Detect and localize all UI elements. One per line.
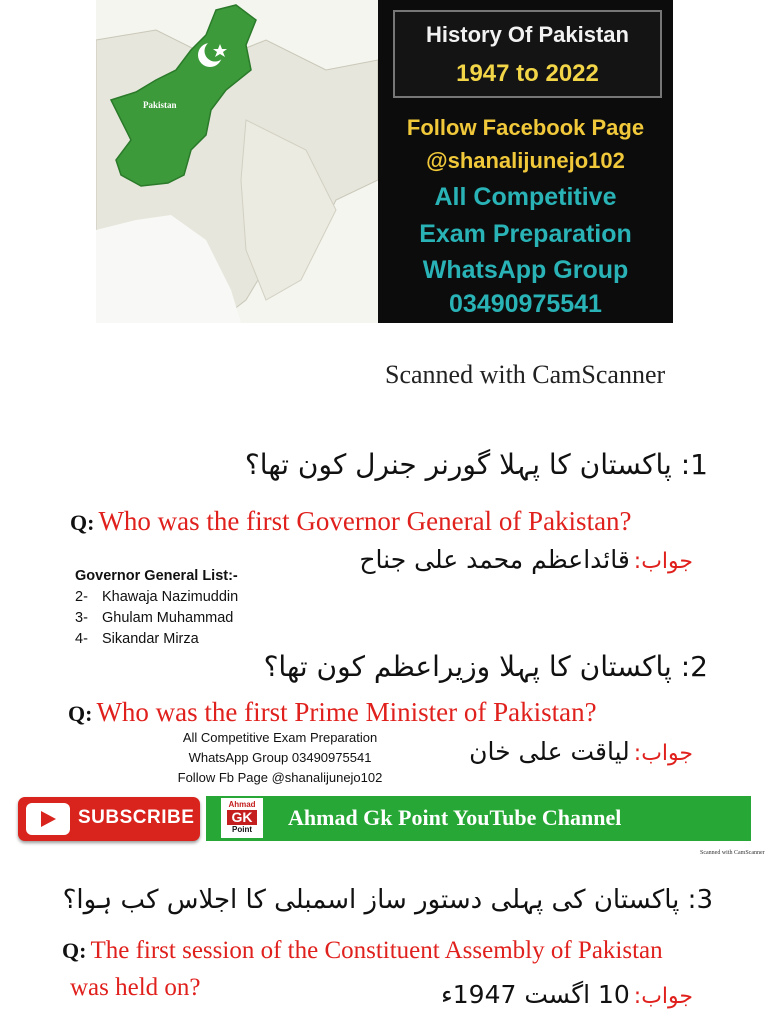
banner-line: Follow Facebook Page [406, 115, 645, 140]
banner-line: WhatsApp Group [422, 256, 629, 284]
banner-title-box [393, 10, 662, 98]
promo-line: All Competitive Exam Preparation [182, 730, 378, 745]
map-image [96, 0, 378, 323]
answer-label: جواب: [633, 549, 693, 574]
banner-line: All Competitive [434, 183, 617, 211]
question-2-english: Who was the first Prime Minister of Pakistan? [96, 697, 597, 727]
governor-general-list [75, 568, 238, 650]
question-1-english: Who was the first Governor General of Pakistan? [98, 506, 632, 536]
channel-label: Ahmad Gk Point YouTube Channel [288, 805, 622, 830]
answer-1-text: قائداعظم محمد علی جناح [359, 545, 630, 574]
promo-text [160, 728, 400, 788]
question-prefix: Q: [70, 510, 95, 535]
question-1 [70, 506, 632, 537]
list-item: 4- Sikandar Mirza [75, 631, 199, 647]
question-3-urdu: 3: پاکستان کی پہلی دستور ساز اسمبلی کا اجلاس کب ہوا؟ [62, 885, 713, 915]
banner-line: Exam Preparation [419, 220, 632, 248]
banner-years: 1947 to 2022 [456, 60, 599, 87]
banner-line: @shanalijunejo102 [426, 148, 625, 173]
banner-info-panel [378, 0, 673, 323]
play-icon [26, 803, 70, 835]
governor-list-heading: Governor General List:- [75, 568, 238, 584]
answer-2 [469, 737, 693, 766]
channel-banner[interactable] [206, 796, 751, 841]
banner-line: 03490975541 [449, 290, 602, 318]
question-prefix: Q: [62, 938, 87, 963]
question-2-urdu: 2: پاکستان کا پہلا وزیراعظم کون تھا؟ [263, 650, 708, 683]
list-item: 2- Khawaja Nazimuddin [75, 589, 239, 605]
promo-line: Follow Fb Page @shanalijunejo102 [177, 770, 383, 785]
question-prefix: Q: [68, 701, 93, 726]
answer-label: جواب: [633, 741, 693, 766]
scanned-caption: Scanned with CamScanner [385, 360, 666, 389]
question-1-urdu: 1: پاکستان کا پہلا گورنر جنرل کون تھا؟ [244, 448, 708, 481]
answer-label: جواب: [633, 984, 693, 1009]
answer-1 [359, 545, 693, 574]
map-label: Pakistan [143, 100, 177, 110]
list-item: 3- Ghulam Muhammad [75, 610, 234, 626]
answer-2-text: لیاقت علی خان [469, 737, 630, 766]
pakistan-map-illustration [96, 0, 378, 323]
question-3 [62, 937, 663, 965]
promo-line: WhatsApp Group 03490975541 [188, 750, 372, 765]
channel-logo: Ahmad GK Point [221, 798, 263, 838]
subscribe-label: SUBSCRIBE [78, 807, 195, 828]
question-3-english: The first session of the Constituent Assembly of Pakistan [90, 937, 663, 964]
subscribe-button[interactable] [18, 797, 200, 841]
answer-3 [441, 980, 693, 1009]
question-3-english-cont: was held on? [70, 974, 201, 1001]
banner-title: History Of Pakistan [426, 22, 629, 47]
answer-3-text: 10 اگست 1947ء [441, 980, 630, 1009]
question-2 [68, 697, 597, 728]
scanned-watermark: Scanned with CamScanner [700, 850, 765, 856]
